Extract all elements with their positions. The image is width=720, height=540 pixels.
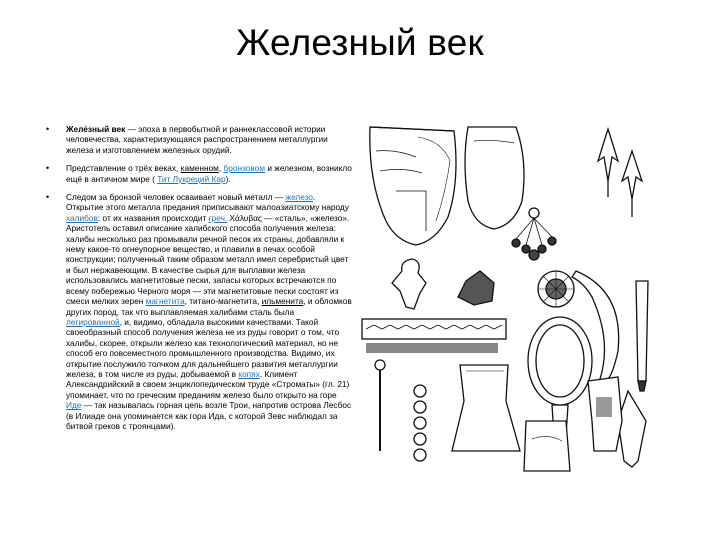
link-bronzovy[interactable]: бронзовом (223, 163, 266, 174)
link-magnetit[interactable]: магнетита (145, 296, 185, 307)
link-ide[interactable]: Иде (66, 400, 82, 411)
socketed-axe-illustration (588, 377, 622, 451)
chisel-illustration (636, 281, 648, 391)
text-span: Представление о трёх веках, (66, 163, 181, 174)
link-legirovannoy[interactable]: легированной (66, 316, 120, 327)
text-span: , (218, 163, 224, 174)
link-khaliby[interactable]: халибов (66, 212, 98, 223)
vessel-illustration (465, 127, 524, 229)
pendant-illustration (512, 208, 556, 260)
vessel-illustration (370, 127, 456, 245)
disc-ornament-illustration (458, 271, 494, 305)
link-kopyakh[interactable]: копях (238, 368, 260, 379)
bullet-item (46, 124, 352, 155)
link-lucretius[interactable]: Тит Лукреций Кар (157, 173, 226, 184)
spearhead-illustration (618, 391, 646, 467)
rosette-illustration (538, 271, 574, 307)
text-span: Следом за бронзой человек осваивает новый металл — (66, 192, 286, 203)
link-kamenny[interactable]: каменном (180, 163, 219, 174)
bold-term: Желе́зный век (66, 124, 126, 134)
ring-illustration (528, 317, 592, 435)
text-span: и железном, возникло ещё в античном мире ( (66, 163, 352, 184)
artifact-illustration (356, 121, 667, 485)
text-span: Χάλυβας — «сталь», «железо». Аристотель оставил описание халибского способа получения железа: халибы несколько раз промывали речной песок их страны, добавляли к нему какое-то огнеупорное вещество, и плавили в печах особой конструкции; полученный таким образом металл имел серебристый цвет и был нержавеющим. В качестве сырья для выплавки железа использовались магнетитовые пески, запасы которых встречаются по всему побережью Черного моря — эти магнетитовые пески состоят из смеси мелких зерен (66, 212, 350, 307)
text-span: , и обломков других пород, так что выплавляемая халибами сталь была (66, 296, 352, 317)
adze-illustration (524, 421, 570, 471)
link-ilmenit[interactable]: ильменита (261, 296, 304, 307)
slide-title: Железный век (236, 22, 484, 63)
bullet-marker: • (46, 124, 50, 134)
belt-plate-illustration (362, 319, 506, 353)
text-span: — так называлась горная цепь возле Трои, напротив острова Лесбос (в Илиаде она упоминается как гора Ида, с которой Зевс наблюдал за битвой греков с троянцами). (66, 400, 352, 431)
text-span: . Открытие этого металла предания приписывают малоазиатскому народу (66, 192, 349, 213)
arrowhead-illustration (598, 129, 642, 217)
text-span: — эпоха в первобытной и раннеклассовой истории человечества, характеризующаяся распространением металлургии железа и изготовлением железных орудий. (66, 124, 328, 155)
axe-illustration (452, 365, 520, 451)
text-span: ). (225, 173, 231, 184)
text-span: , и, видимо, обладала высокими качествами. Такой своеобразный способ получения железа не из руды говорит о том, что халибы, скорее, открыли железо как технологический материал, но не способ его повсеместного промышленного производства. Видимо, их открытие послужило толчком для дальнейшего развития металлургии железа, в том числе из руды, добываемой в (66, 316, 340, 379)
bullet-marker: • (46, 163, 50, 174)
bullet-item (46, 163, 352, 184)
chain-illustration (414, 385, 426, 461)
bullet-list (46, 124, 352, 439)
text-span: . Климент Александрийский в своем энциклопедическом труде «Строматы» (гл. 21) упоминает, что по греческим преданиям железо было открыто на горе (66, 368, 350, 400)
bullet-item (46, 192, 352, 431)
text-span: : от их названия происходит (97, 212, 209, 223)
bullet-marker: • (46, 192, 50, 203)
link-grech[interactable]: греч. (208, 212, 228, 223)
text-span: , титано-магнетита, (184, 296, 262, 307)
figurine-illustration (392, 259, 426, 309)
pin-illustration (375, 360, 385, 451)
link-zhelezo[interactable]: железо (285, 192, 314, 203)
